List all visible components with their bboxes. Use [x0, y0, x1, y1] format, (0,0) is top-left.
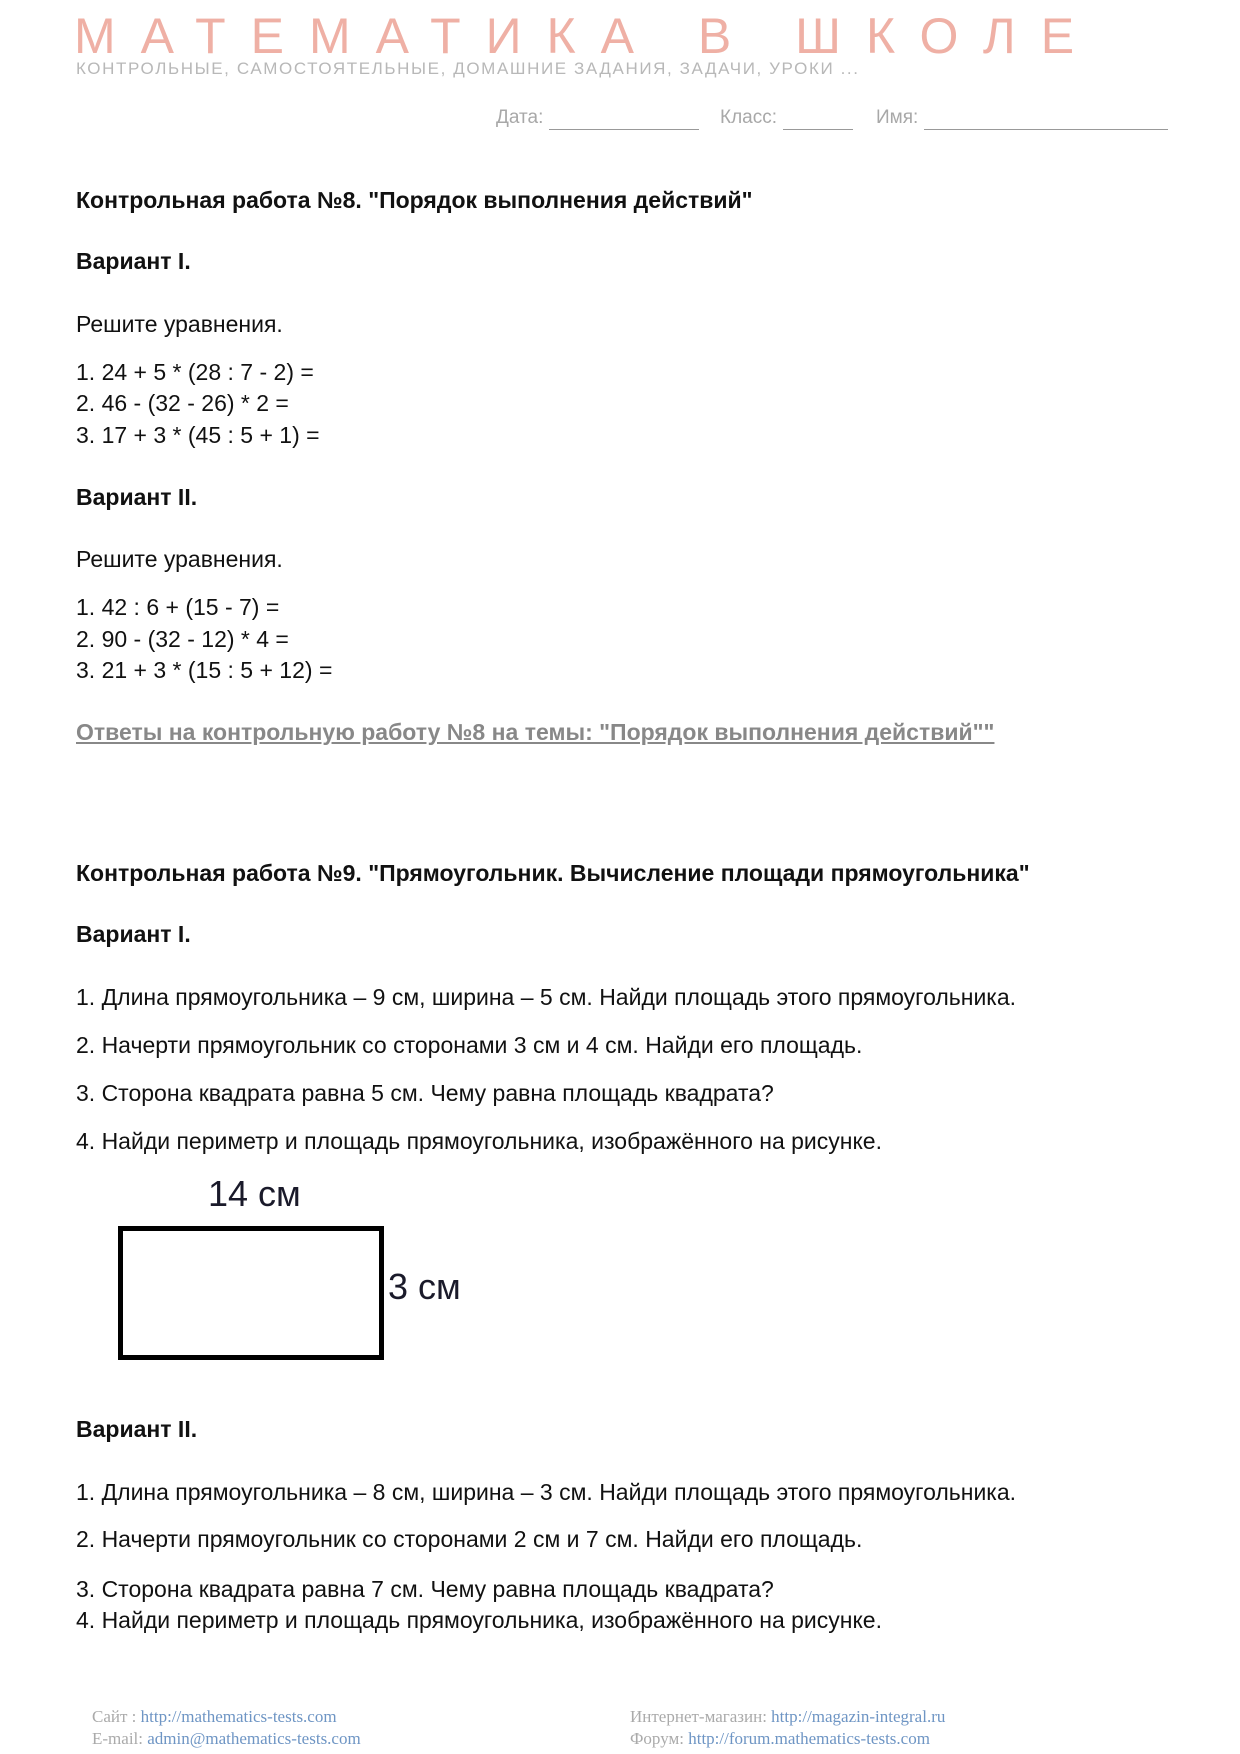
footer-forum: [630, 1728, 930, 1750]
test9-variant2-title: Вариант II.: [76, 1416, 198, 1442]
site-brand-title: МАТЕМАТИКА В ШКОЛЕ: [74, 8, 1100, 64]
list-item: 3. Сторона квадрата равна 5 см. Чему равна площадь квадрата?: [76, 1080, 774, 1106]
list-item: 2. Начерти прямоугольник со сторонами 3 см и 4 см. Найди его площадь.: [76, 1032, 863, 1058]
footer-email: [92, 1728, 361, 1750]
list-item: 3. 21 + 3 * (15 : 5 + 12) =: [76, 657, 333, 683]
list-item: 2. 90 - (32 - 12) * 4 =: [76, 626, 289, 652]
list-item: 1. Длина прямоугольника – 8 см, ширина – 3 см. Найди площадь этого прямоугольника.: [76, 1479, 1017, 1505]
footer-site-label: Сайт :: [92, 1707, 137, 1726]
list-item: 2. Начерти прямоугольник со сторонами 2 см и 7 см. Найди его площадь.: [76, 1526, 863, 1552]
test9-variant1-title: Вариант I.: [76, 921, 191, 947]
test8-variant1-title: Вариант I.: [76, 248, 191, 274]
name-blank[interactable]: [924, 109, 1168, 130]
list-item: 1. 24 + 5 * (28 : 7 - 2) =: [76, 359, 314, 385]
test8-variant1-instruction: Решите уравнения.: [76, 311, 283, 337]
list-item: 4. Найди периметр и площадь прямоугольника, изображённого на рисунке.: [76, 1607, 882, 1633]
footer-shop-link[interactable]: http://magazin-integral.ru: [771, 1707, 946, 1726]
rectangle-width-label: 14 см: [208, 1173, 301, 1214]
test8-variant2-title: Вариант II.: [76, 484, 198, 510]
footer-email-link[interactable]: admin@mathematics-tests.com: [147, 1729, 361, 1748]
list-item: 1. Длина прямоугольника – 9 см, ширина – 5 см. Найди площадь этого прямоугольника.: [76, 984, 1017, 1010]
footer-site-link[interactable]: http://mathematics-tests.com: [140, 1707, 337, 1726]
site-tagline: КОНТРОЛЬНЫЕ, САМОСТОЯТЕЛЬНЫЕ, ДОМАШНИЕ ЗАДАНИЯ, ЗАДАЧИ, УРОКИ ...: [76, 59, 860, 78]
class-blank[interactable]: [783, 109, 853, 130]
test8-variant2-instruction: Решите уравнения.: [76, 546, 283, 572]
class-label: Класс:: [720, 107, 777, 128]
footer-shop-label: Интернет-магазин:: [630, 1707, 767, 1726]
date-blank[interactable]: [549, 109, 699, 130]
test9-title: Контрольная работа №9. "Прямоугольник. Вычисление площади прямоугольника": [76, 860, 1030, 886]
footer-forum-link[interactable]: http://forum.mathematics-tests.com: [688, 1729, 930, 1748]
footer-forum-label: Форум:: [630, 1729, 684, 1748]
date-field[interactable]: [496, 106, 699, 130]
date-label: Дата:: [496, 107, 544, 128]
rectangle-figure: [118, 1226, 384, 1360]
name-label: Имя:: [876, 107, 919, 128]
footer-email-label: E-mail:: [92, 1729, 143, 1748]
list-item: 2. 46 - (32 - 26) * 2 =: [76, 390, 289, 416]
list-item: 4. Найди периметр и площадь прямоугольника, изображённого на рисунке.: [76, 1128, 882, 1154]
list-item: 1. 42 : 6 + (15 - 7) =: [76, 594, 280, 620]
list-item: 3. Сторона квадрата равна 7 см. Чему равна площадь квадрата?: [76, 1576, 774, 1602]
test8-title: Контрольная работа №8. "Порядок выполнения действий": [76, 187, 753, 213]
class-field[interactable]: [720, 106, 853, 130]
answers-link[interactable]: Ответы на контрольную работу №8 на темы: "Порядок выполнения действий"": [76, 719, 995, 745]
rectangle-height-label: 3 см: [388, 1266, 461, 1307]
footer-site: [92, 1706, 337, 1728]
footer-shop: [630, 1706, 945, 1728]
name-field[interactable]: [876, 106, 1168, 130]
list-item: 3. 17 + 3 * (45 : 5 + 1) =: [76, 422, 320, 448]
